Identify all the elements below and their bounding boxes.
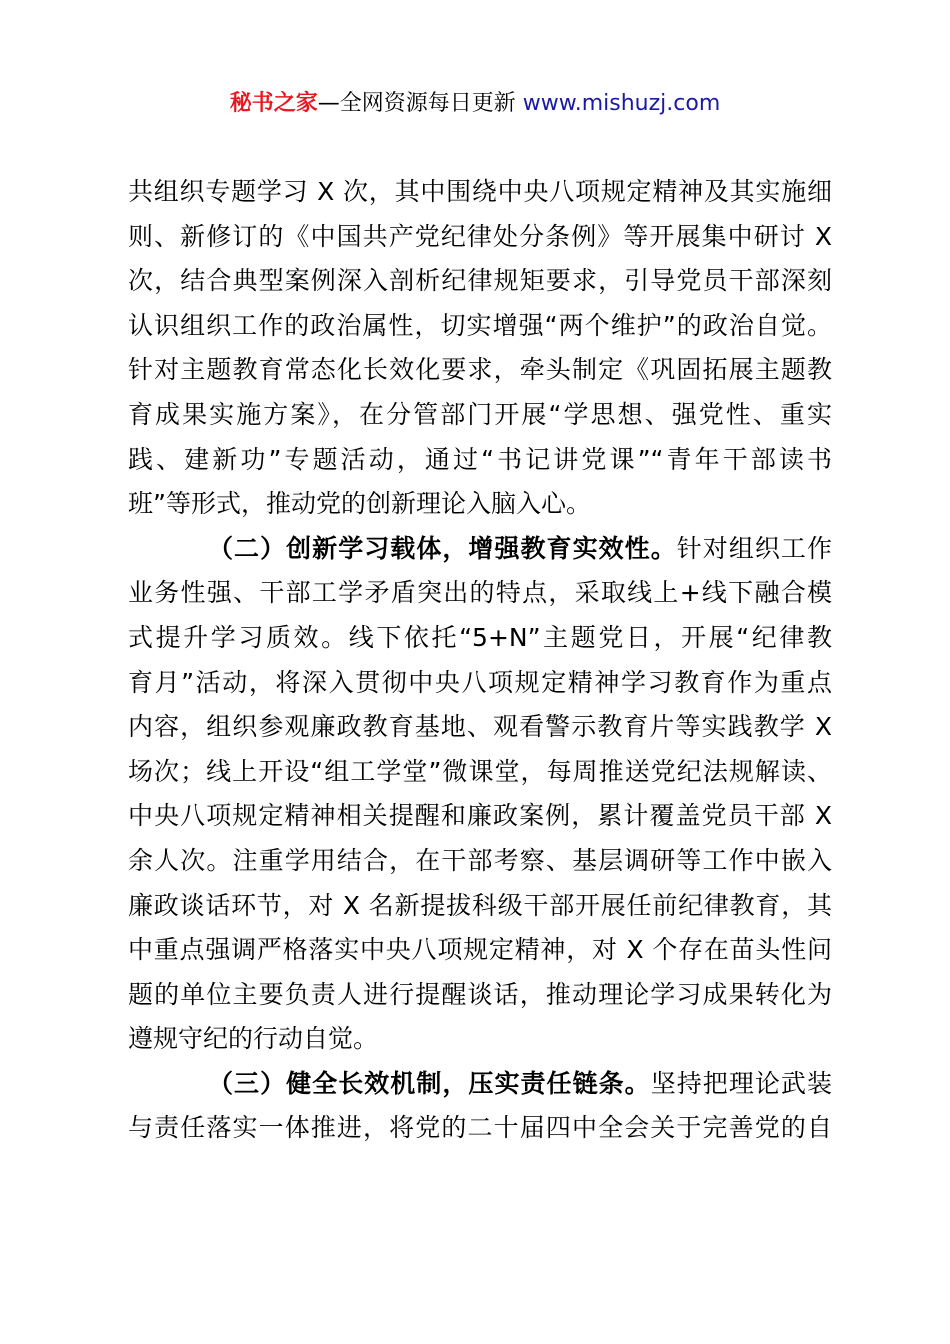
text-line: 针对主题教育常态化长效化要求，牵头制定《巩固拓展主题教 [128, 355, 832, 385]
text-line: 育成果实施方案》，在分管部门开展“学思想、强党性、重实 [128, 399, 832, 429]
site-brand: 秘书之家 [229, 91, 318, 116]
text-line: 遵规守纪的行动自觉。 [128, 1024, 379, 1054]
text-line: 次，结合典型案例深入剖析纪律规矩要求，引导党员干部深刻 [128, 266, 832, 296]
site-tagline: 全网资源每日更新 [339, 91, 516, 116]
heading-continuation: 坚持把理论武装 [650, 1068, 832, 1098]
section-heading: （三）健全长效机制，压实责任链条。 [208, 1068, 651, 1098]
document-body [128, 170, 832, 1151]
text-line: 题的单位主要负责人进行提醒谈话，推动理论学习成果转化为 [128, 979, 832, 1009]
paragraph-first-line [128, 1062, 832, 1107]
site-header [0, 88, 950, 120]
text-line: 共组织专题学习 X 次，其中围绕中央八项规定精神及其实施细 [128, 177, 832, 206]
text-line: 践、建新功”专题活动，通过“书记讲党课”“青年干部读书 [128, 444, 832, 474]
text-line: 式提升学习质效。线下依托“5+N”主题党日，开展“纪律教 [128, 622, 832, 652]
text-line: 中重点强调严格落实中央八项规定精神，对 X 个存在苗头性问 [128, 935, 832, 965]
paragraph-2 [128, 527, 832, 1062]
text-line: 场次；线上开设“组工学堂”微课堂，每周推送党纪法规解读、 [128, 756, 832, 786]
text-line: 业务性强、干部工学矛盾突出的特点，采取线上+线下融合模 [128, 578, 832, 608]
heading-continuation: 针对组织工作 [676, 533, 832, 563]
paragraph-3 [128, 1062, 832, 1151]
section-heading: （二）创新学习载体，增强教育实效性。 [208, 533, 677, 563]
paragraph-first-line [128, 527, 832, 572]
text-line: 则、新修订的《中国共产党纪律处分条例》等开展集中研讨 X [128, 221, 832, 251]
text-line: 余人次。注重学用结合，在干部考察、基层调研等工作中嵌入 [128, 845, 832, 875]
paragraph-1 [128, 170, 832, 527]
text-line: 中央八项规定精神相关提醒和廉政案例，累计覆盖党员干部 X [128, 801, 832, 831]
text-line: 廉政谈话环节，对 X 名新提拔科级干部开展任前纪律教育，其 [128, 890, 832, 920]
text-line: 育月”活动，将深入贯彻中央八项规定精神学习教育作为重点 [128, 667, 832, 697]
site-url[interactable]: www.mishuzj.com [522, 91, 721, 116]
text-line: 内容，组织参观廉政教育基地、观看警示教育片等实践教学 X [128, 712, 832, 742]
text-line: 认识组织工作的政治属性，切实增强“两个维护”的政治自觉。 [128, 310, 832, 340]
header-dash: — [317, 91, 340, 116]
text-line: 班”等形式，推动党的创新理论入脑入心。 [128, 489, 591, 519]
text-line: 与责任落实一体推进，将党的二十届四中全会关于完善党的自 [128, 1113, 832, 1143]
